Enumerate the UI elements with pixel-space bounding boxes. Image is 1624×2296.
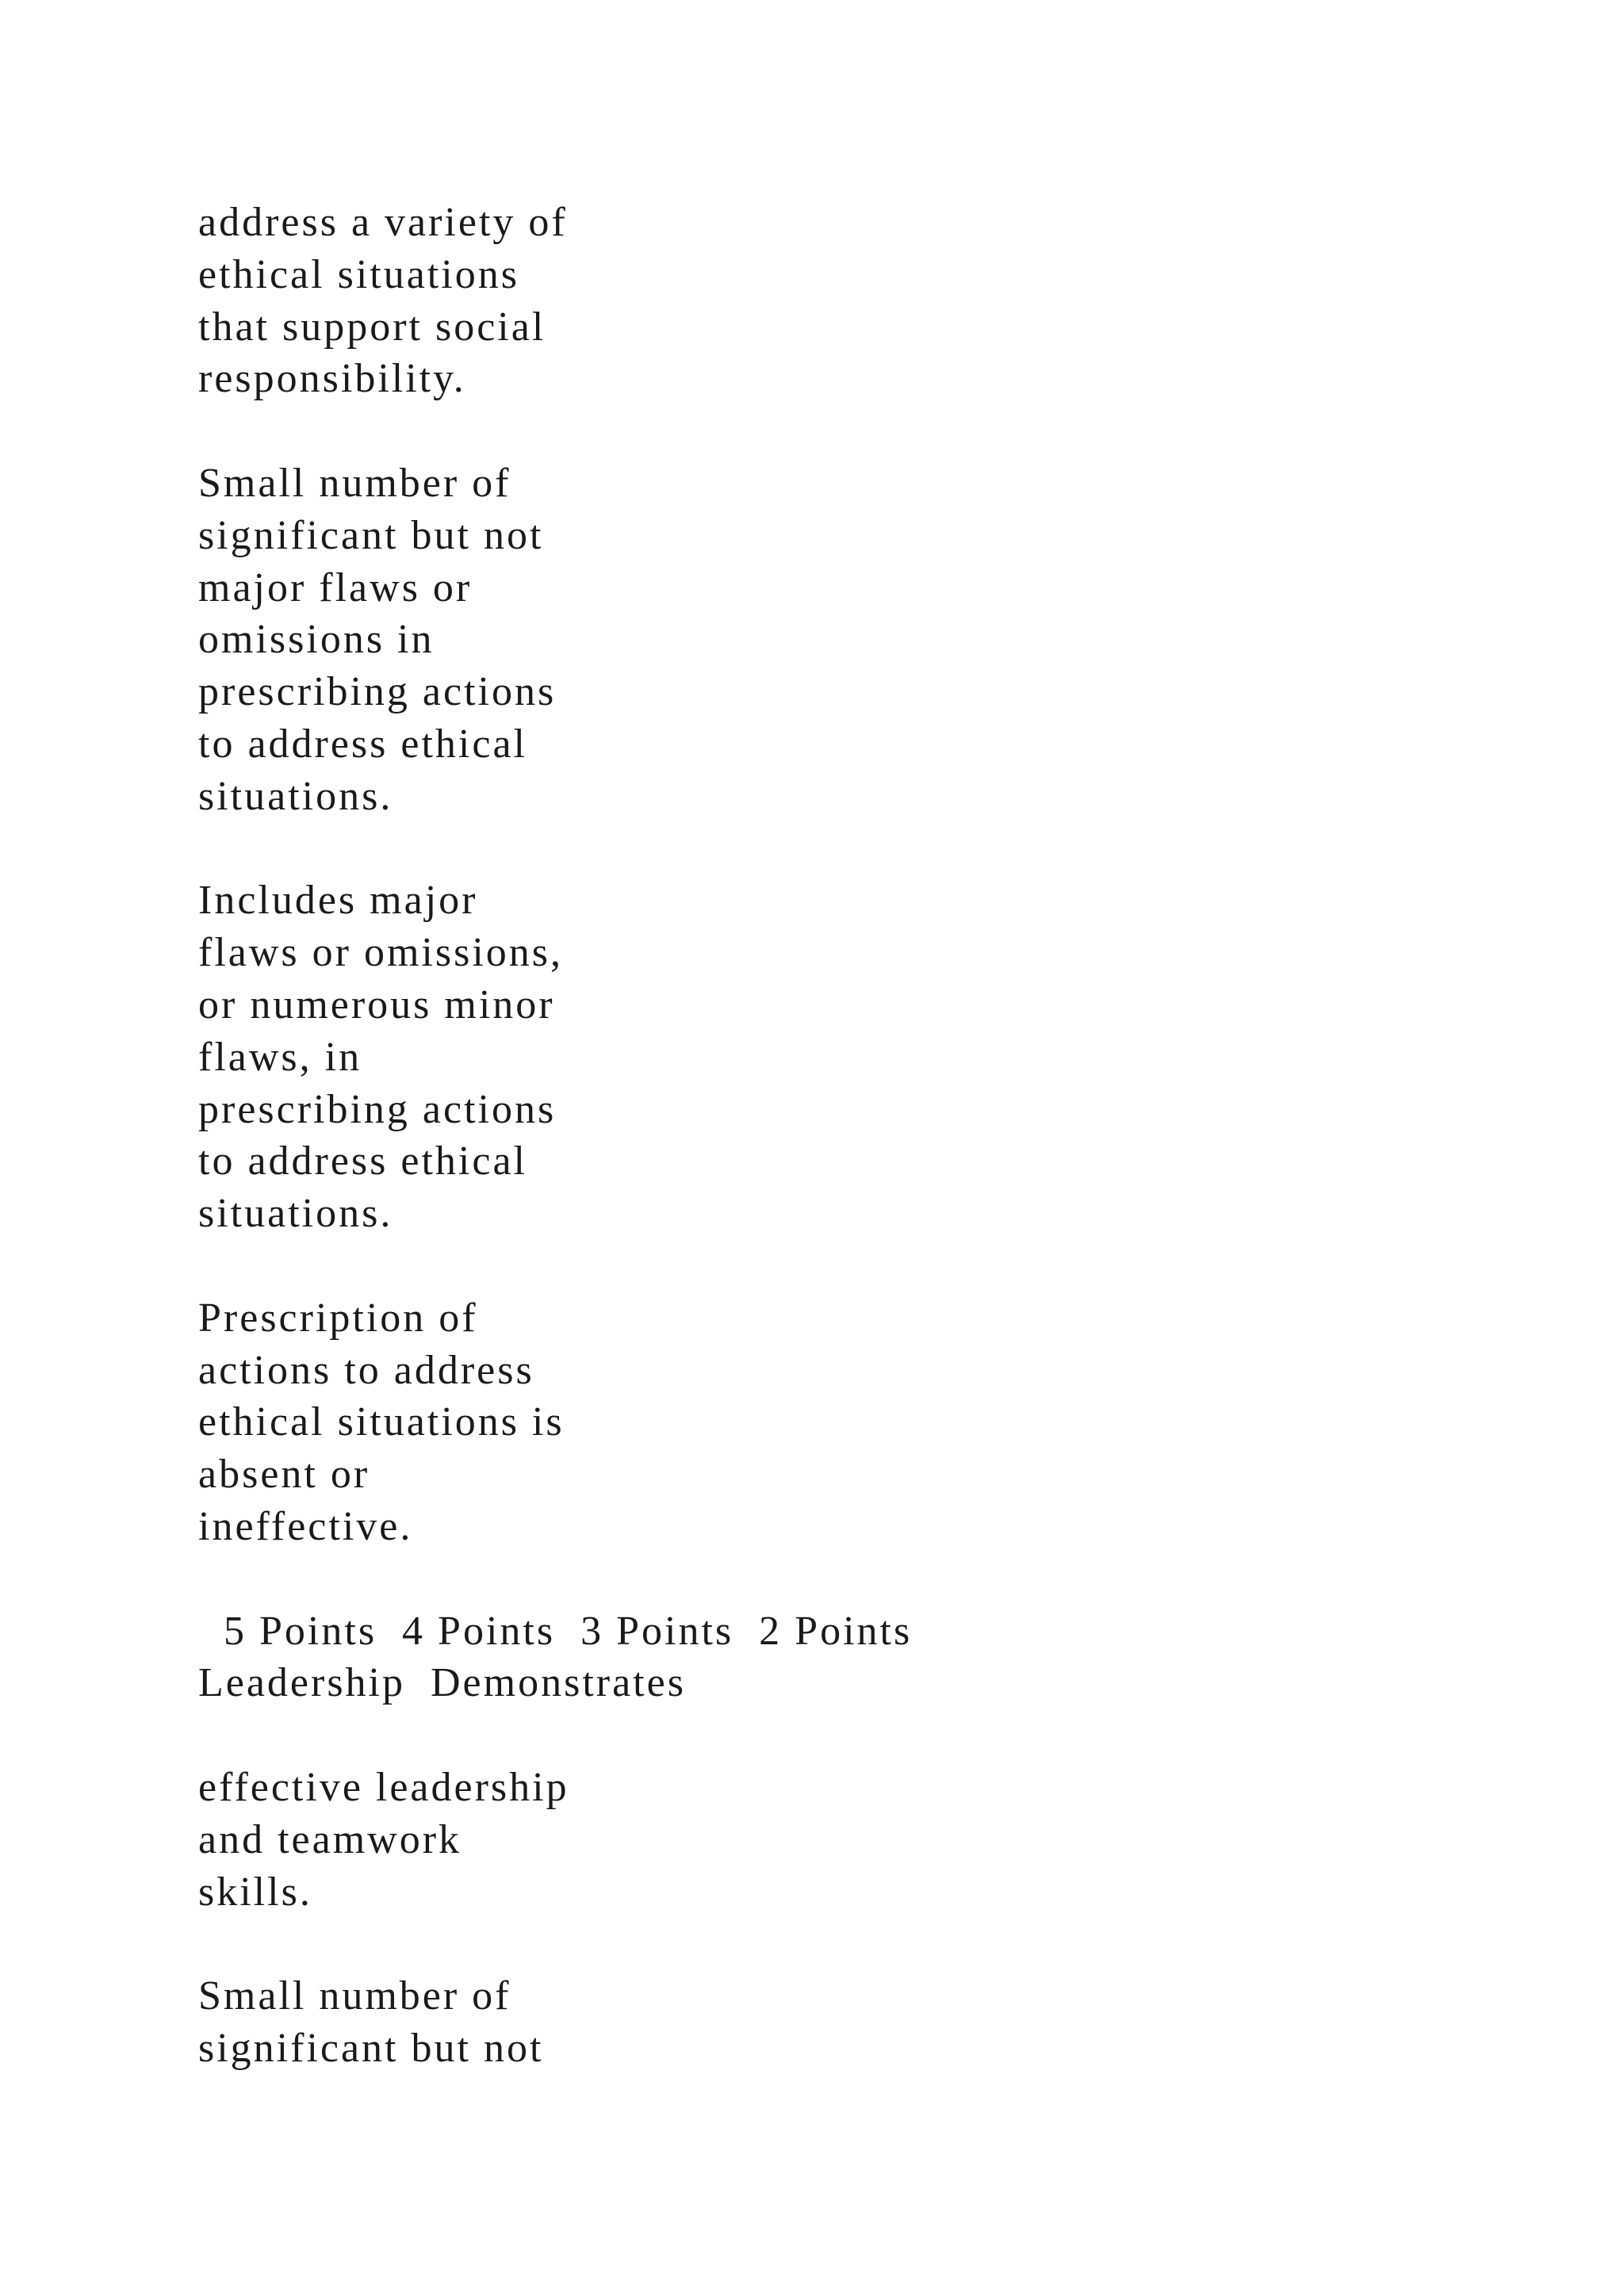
blank-line bbox=[198, 1918, 1546, 1970]
text-line: Small number of bbox=[198, 460, 511, 506]
text-line: that support social bbox=[198, 304, 546, 350]
text-line: Includes major bbox=[198, 878, 478, 924]
text-line: or numerous minor bbox=[198, 982, 555, 1027]
text-line: prescribing actions bbox=[198, 1086, 557, 1132]
blank-line bbox=[198, 1553, 1546, 1605]
document-text bbox=[198, 197, 1546, 2075]
text-line: significant but not bbox=[198, 512, 544, 558]
text-line: to address ethical bbox=[198, 1138, 527, 1184]
text-line: absent or bbox=[198, 1452, 370, 1498]
text-line: flaws or omissions, bbox=[198, 930, 563, 976]
text-line: address a variety of bbox=[198, 200, 568, 245]
text-line: responsibility. bbox=[198, 356, 466, 402]
text-line: significant but not bbox=[198, 2025, 544, 2071]
text-line: flaws, in bbox=[198, 1034, 362, 1080]
blank-line bbox=[198, 823, 1546, 875]
text-line: prescribing actions bbox=[198, 669, 557, 715]
text-line: Small number of bbox=[198, 1973, 511, 2019]
text-line: actions to address bbox=[198, 1347, 534, 1393]
text-line: situations. bbox=[198, 1191, 393, 1237]
blank-line bbox=[198, 405, 1546, 457]
text-line: effective leadership bbox=[198, 1764, 569, 1810]
text-line: 5 Points 4 Points 3 Points 2 Points bbox=[198, 1608, 913, 1654]
text-line: omissions in bbox=[198, 617, 435, 663]
text-line: situations. bbox=[198, 773, 393, 819]
text-line: ethical situations bbox=[198, 251, 519, 297]
text-line: and teamwork bbox=[198, 1816, 462, 1862]
text-line: to address ethical bbox=[198, 721, 527, 767]
text-line: skills. bbox=[198, 1869, 312, 1915]
text-line: major flaws or bbox=[198, 564, 473, 610]
blank-line bbox=[198, 1709, 1546, 1762]
text-line: ineffective. bbox=[198, 1503, 413, 1549]
text-line: Prescription of bbox=[198, 1295, 478, 1341]
blank-line bbox=[198, 1240, 1546, 1292]
text-line: ethical situations is bbox=[198, 1399, 565, 1445]
text-line: Leadership Demonstrates bbox=[198, 1660, 686, 1706]
